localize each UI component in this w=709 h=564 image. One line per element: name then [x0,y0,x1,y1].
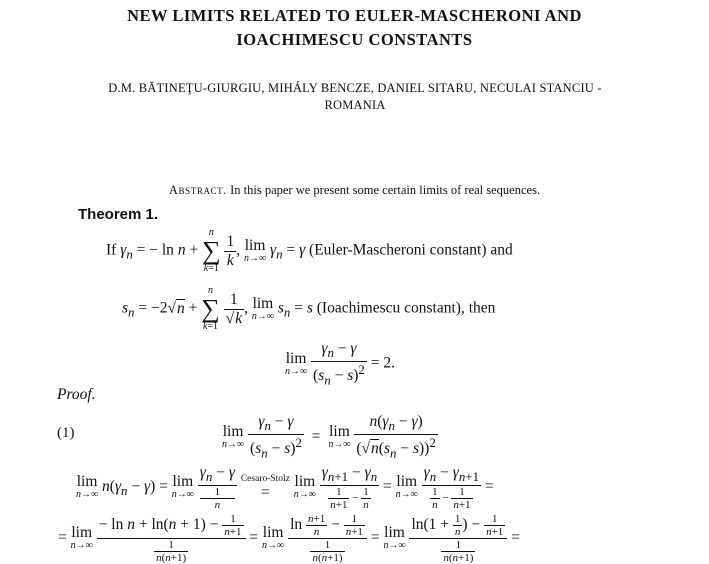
main-limit: lim n→∞ $\frac{\gamma_n - \gamma}{(s_n - s)^2}$ = 2. [285,340,395,388]
paper-title-line-2: IOACHIMESCU CONSTANTS [236,30,473,49]
theorem-if: If [106,241,117,259]
s-definition: $s_n = -2√n$ + n ∑ k=1 $\frac{1}{√k}$ , lim n→∞ $s_n = s$ (Ioachimescu constant), then [122,285,496,332]
theorem-label: Theorem 1. [78,206,159,223]
sum-symbol-2: n ∑ k=1 [201,285,220,332]
abstract-label: Abstract. [168,183,227,197]
authors-line-2: ROMANIA [324,98,386,112]
limit-result: = 2. [370,354,395,372]
cesaro-stolz-line: lim n→∞ $n(\gamma_n - \gamma) = \lim$ n→∞ $\gamma_n - \gamma$ 1 n Cesaro-Stolz = lim n→∞ $\gamma_{n+1} - \gamma_n$ $\frac{1}{n+1}$ − $\frac{1}{n}$ = lim n→∞ $\gamma_n - \gamma_{n+1}$ $\frac{1}{n}$ − $\frac{1}{n+1}$ = [76,464,494,512]
proof-label: Proof. [57,386,96,403]
abstract [0,183,709,198]
equation-1: lim n→∞ $\frac{\gamma_n - \gamma}{(s_n - s)^2}$ = lim n→∞ $\frac{n(\gamma_n - \gamma)}{(√n(s_n - s))^2}$ [222,413,436,461]
abstract-text: In this paper we present some certain limits of real sequences. [230,183,541,197]
cesaro-stolz-label: Cesaro-Stolz [240,474,290,485]
equation-number: (1) [57,425,75,441]
log-limit-line: = lim n→∞ − ln n + ln(n + 1) − $\frac{1}{n+1}$ $\frac{1}{n(n+1)}$ = lim n→∞ ln $\frac{n+1}{n}$ − $\frac{1}{n+1}$ $\frac{1}{n(n+1)}$ = lim n→∞ ln(1 + $\frac{1}{n}$ ) − $\frac{1}{n+1}$ $\frac{1}{n(n+1)}$ = [58,513,520,564]
euler-constant-label: (Euler-Mascheroni constant) and [309,241,513,259]
ioachimescu-constant-label: (Ioachimescu constant), then [316,299,496,317]
paper-title-line-1: NEW LIMITS RELATED TO EULER-MASCHERONI AND [127,6,582,25]
authors-line-1: D.M. BĂTINEŢU-GIURGIU, MIHÁLY BENCZE, DANIEL SITARU, NECULAI STANCIU - [108,81,602,95]
sum-symbol: n ∑ k=1 [202,227,221,274]
gamma-definition: If $\gamma_n$ = − ln n + n ∑ k=1 $\frac{1}{k}$ , lim n→∞ $\gamma_n = \gamma$ (Euler-Mascheroni constant) and [106,227,513,274]
